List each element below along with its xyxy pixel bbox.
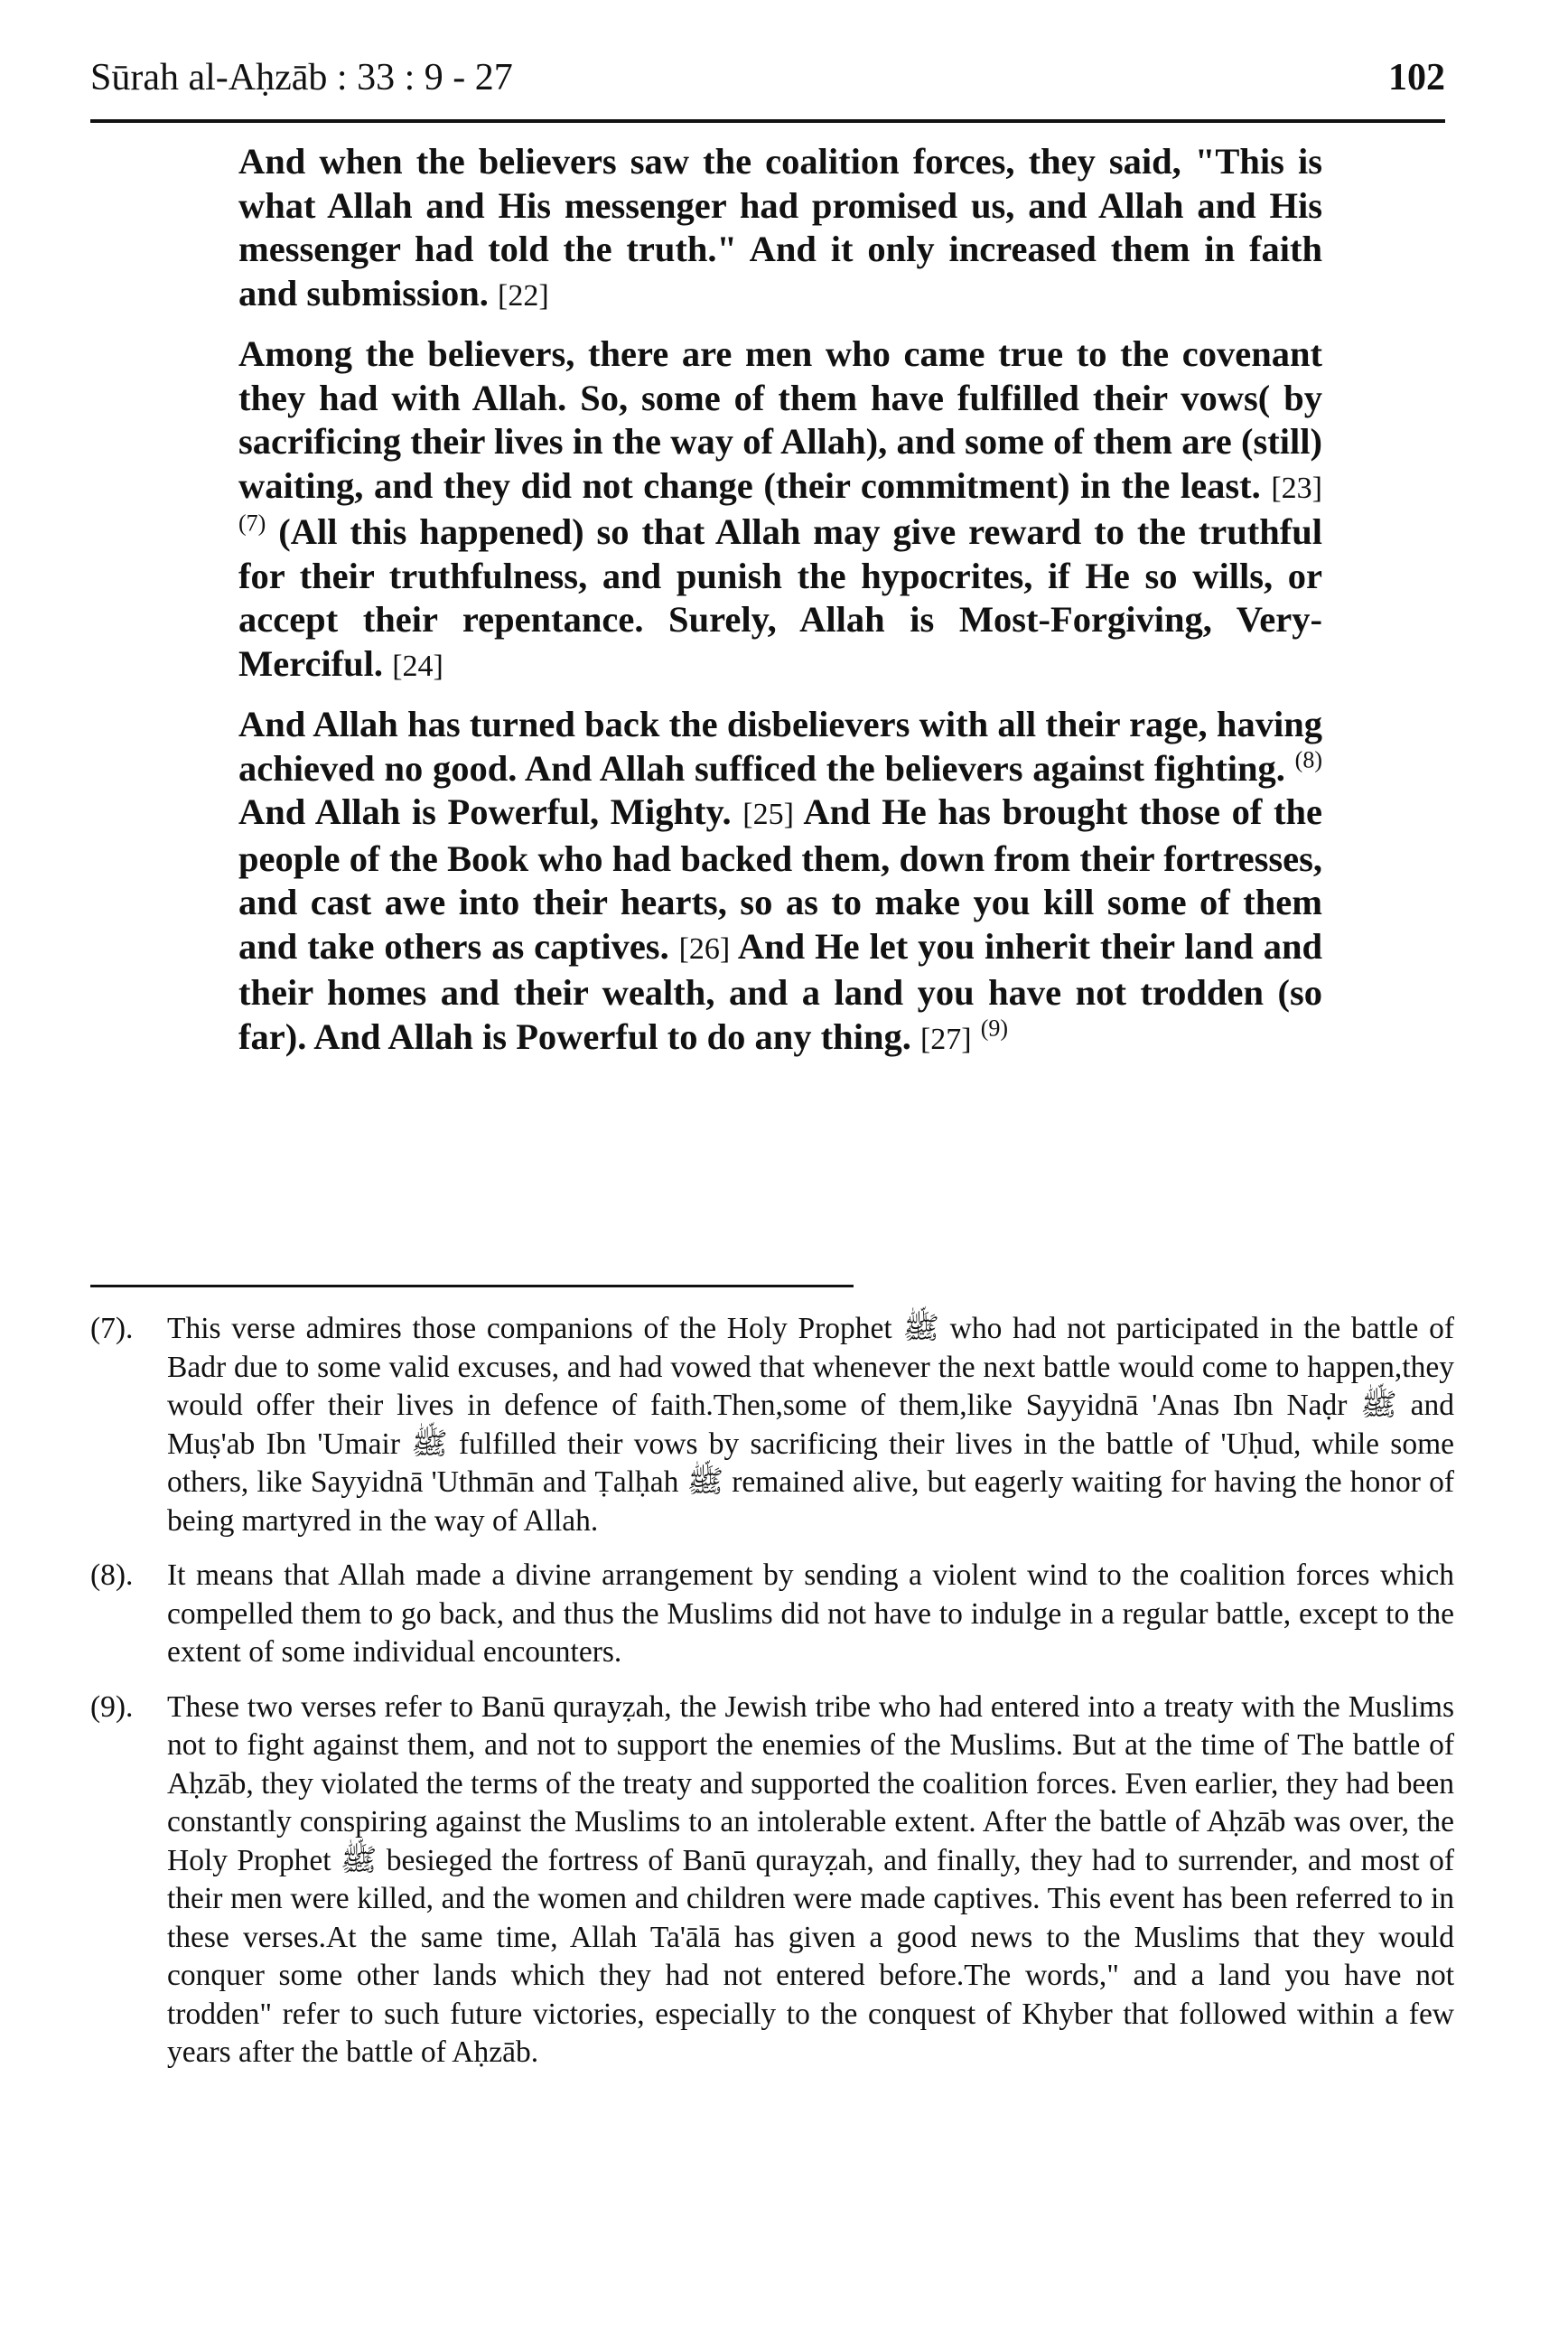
verse-text: And He let you inherit their land and their homes and their wealth, and a land you have not trodden (so far). And Allah is Powerful to do any thing.: [238, 925, 1322, 1057]
page-header: [90, 56, 1445, 108]
header-divider: [90, 119, 1445, 123]
verse-number: [22]: [498, 278, 549, 313]
footnote-label: (7).: [90, 1312, 134, 1345]
verse-text: And He has brought those of the people of the Book who had backed them, down from their fortresses, and cast awe into their hearts, so as to make you kill some of them and take others as captives.: [238, 791, 1322, 967]
verse-paragraph-23-24: [238, 332, 1322, 688]
surah-title: Sūrah al-Aḥzāb : 33 : 9 - 27: [90, 57, 513, 98]
verse-paragraph-25-27: [238, 703, 1322, 1062]
footnote-divider: [90, 1285, 854, 1287]
footnote-text: These two verses refer to Banū qurayẓah, the Jewish tribe who had entered into a treaty with the Muslims not to fight against them, and not to support the enemies of the Muslims. But at the time of The battle of Aḥzāb, they violated the terms of the treaty and supported the coalition forces. Even earlier, they had been constantly conspiring against the Muslims to an intolerable extent. After the battle of Aḥzāb was over, the Holy Prophet ﷺ besieged the fortress of Banū qurayẓah, and finally, they had to surrender, and most of their men were killed, and the women and children were made captives. This event has been referred to in these verses.At the same time, Allah Ta'ālā has given a good news to the Muslims that they would conquer some other lands which they had not entered before.The words," and a land you have not trodden" refer to such future victories, especially to the conquest of Khyber that followed within a few years after the battle of Aḥzāb.: [167, 1689, 1454, 2069]
verse-number: [25]: [742, 798, 794, 831]
footnote-8: [90, 1557, 1454, 1672]
verse-text: And Allah has turned back the disbelievers with all their rage, having achieved no good. And Allah sufficed the believers against fighting.: [238, 704, 1322, 789]
page-number: 102: [1388, 57, 1445, 98]
verse-translation: [238, 140, 1322, 1062]
footnotes: [90, 1310, 1454, 2089]
footnote-7: [90, 1310, 1454, 1540]
footnote-9: [90, 1689, 1454, 2072]
verse-text: (All this happened) so that Allah may give reward to the truthful for their truthfulness, and punish the hypocrites, if He so wills, or accept their repentance. Surely, Allah is Most-Forgiving, Very-Merciful.: [238, 511, 1322, 684]
footnote-label: (8).: [90, 1558, 134, 1592]
footnote-label: (9).: [90, 1689, 134, 1724]
verse-text: Among the believers, there are men who came true to the covenant they had with Allah. So, some of them have fulfilled their vows( by sacrificing their lives in the way of Allah), and some of them are (still) waiting, and they did not change (their commitment) in the least.: [238, 333, 1322, 506]
footnote-ref: (9): [980, 1015, 1009, 1041]
verse-number: [26]: [678, 931, 731, 966]
footnote-text: This verse admires those companions of the Holy Prophet ﷺ who had not participated in the battle of Badr due to some valid excuses, and had vowed that whenever the next battle would come to happen,they would offer their lives in defence of faith.Then,some of them,like Sayyidnā 'Anas Ibn Naḍr ﷺ and Muṣ'ab Ibn 'Umair ﷺ fulfilled their vows by sacrificing their lives in the battle of 'Uḥud, while some others, like Sayyidnā 'Uthmān and Ṭalḥah ﷺ remained alive, but eagerly waiting for having the honor of being martyred in the way of Allah.: [167, 1312, 1454, 1538]
verse-text: And when the believers saw the coalition forces, they said, "This is what Allah and His messenger had promised us, and Allah and His messenger had told the truth." And it only increased them in faith and submission.: [238, 141, 1322, 313]
verse-number: [27]: [919, 1022, 972, 1056]
verse-number: [23]: [1271, 471, 1322, 505]
verse-number: [24]: [392, 649, 443, 683]
footnote-ref: (7): [238, 510, 266, 537]
verse-text: And Allah is Powerful, Mighty.: [238, 791, 743, 832]
verse-paragraph-22: [238, 140, 1322, 318]
footnote-text: It means that Allah made a divine arrangement by sending a violent wind to the coalition forces which compelled them to go back, and thus the Muslims did not have to indulge in a regular battle, except to the extent of some individual encounters.: [167, 1558, 1454, 1669]
footnote-ref: (8): [1294, 746, 1322, 772]
